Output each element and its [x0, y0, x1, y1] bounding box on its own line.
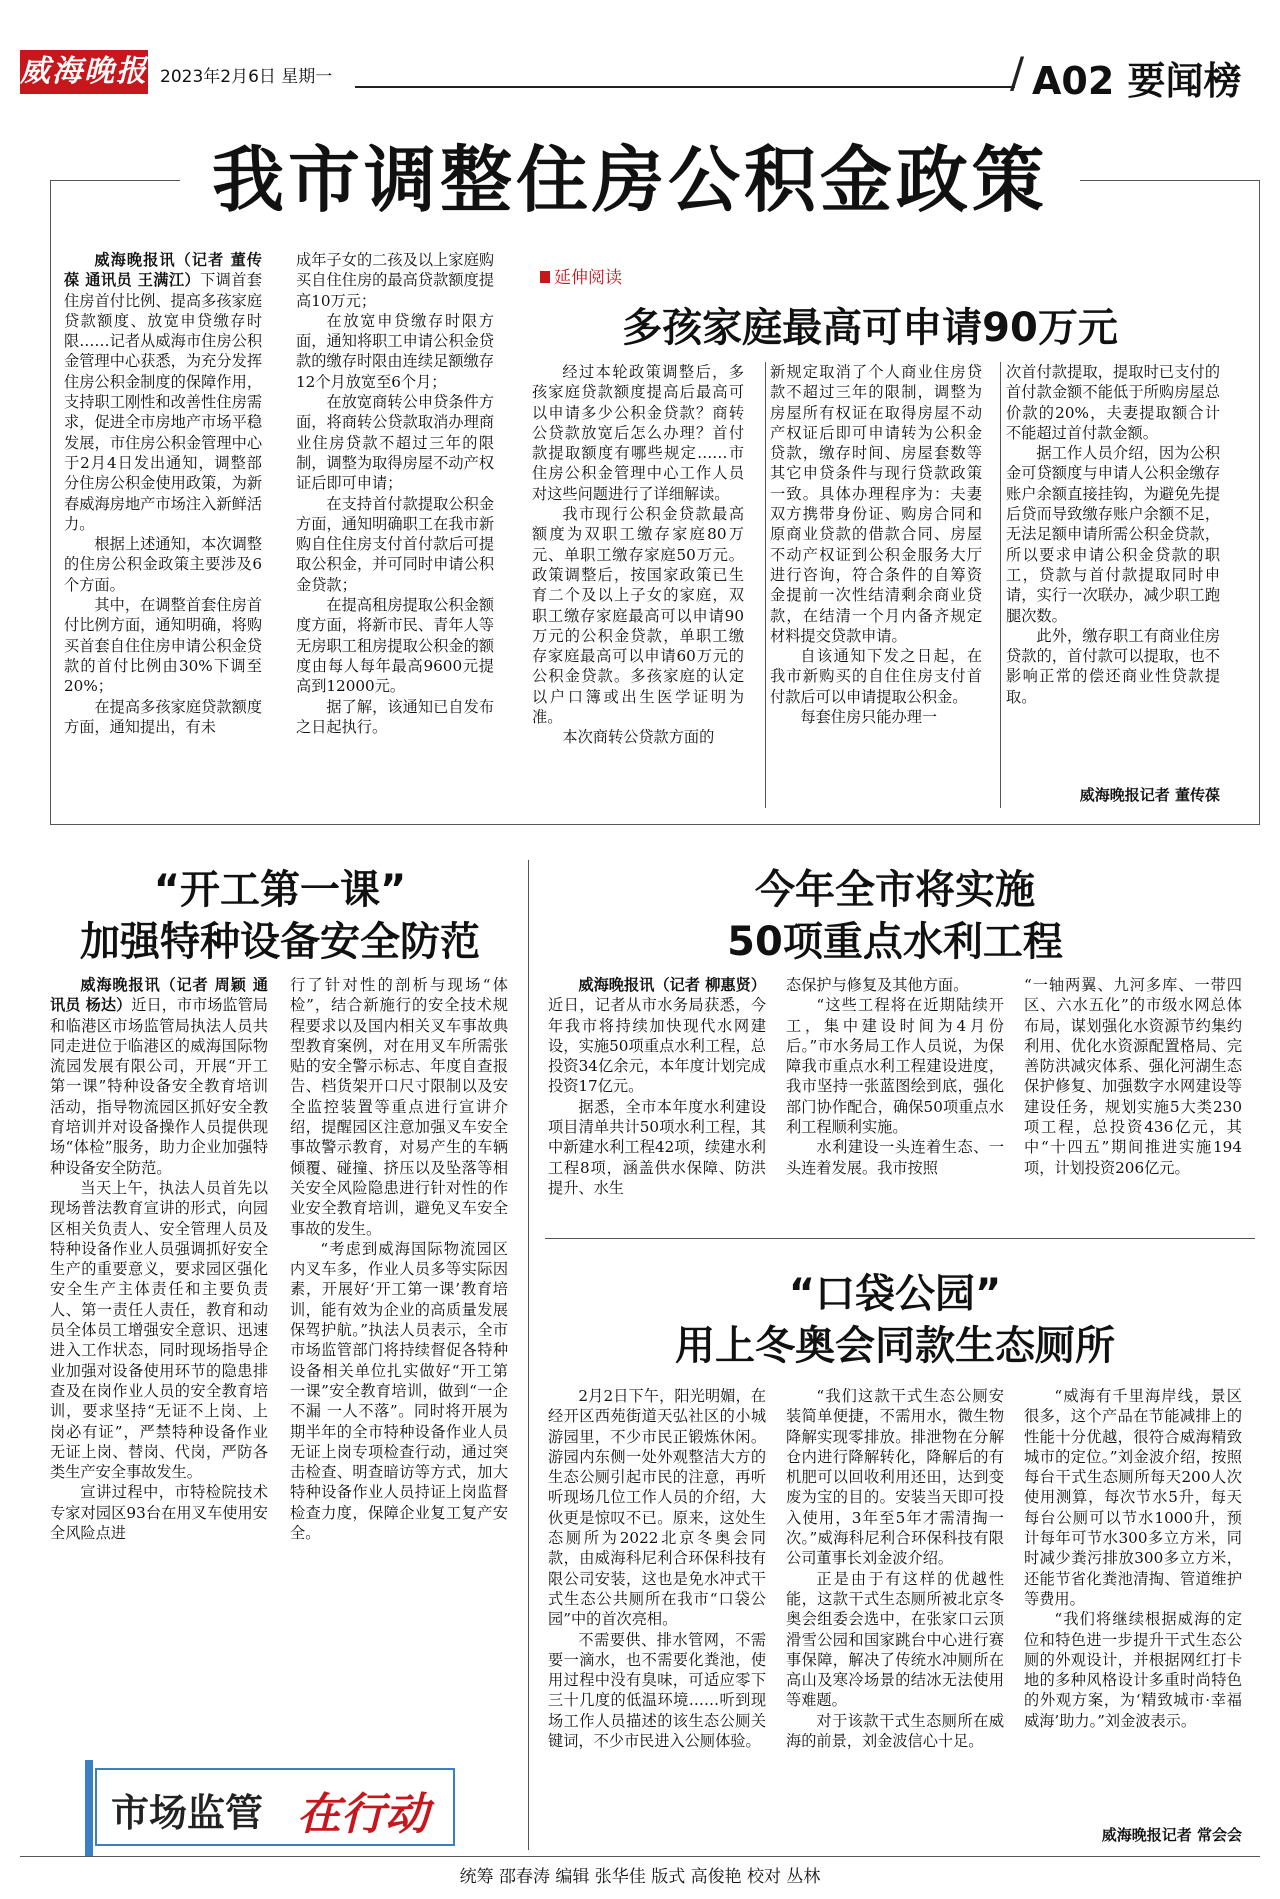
park-title-line2: 用上冬奥会同款生态厕所	[675, 1323, 1115, 1369]
park-column-3	[1024, 1386, 1242, 1822]
section-divider	[528, 860, 529, 1850]
paragraph-text: 根据上述通知，本次调整的住房公积金政策主要涉及6个方面。	[64, 535, 262, 594]
park-column-1	[548, 1386, 766, 1846]
issue-date: 2023年2月6日 星期一	[160, 67, 333, 87]
paragraph	[786, 975, 1004, 995]
dateline: 威海晚报讯（记者 董传葆 通讯员 王满江）	[64, 251, 262, 290]
paragraph	[296, 595, 494, 696]
main-headline: 我市调整住房公积金政策	[180, 135, 1080, 225]
park-title-line1: “口袋公园”	[788, 1271, 1002, 1317]
paragraph	[296, 311, 494, 392]
banner-text-main: 市场监管	[111, 1791, 264, 1835]
paragraph-text: 水利建设一头连着生态、一头连着发展。我市按照	[786, 1138, 1004, 1177]
paragraph	[290, 975, 508, 1239]
safety-title-line1: “开工第一课”	[153, 867, 407, 913]
section-rule	[545, 1238, 1255, 1239]
sub-column-2	[770, 362, 982, 810]
paragraph-text: 对于该款干式生态厕所在威海的前景，刘金波信心十足。	[786, 1711, 1004, 1751]
paragraph	[770, 707, 982, 727]
paragraph	[290, 1239, 508, 1543]
main-column-2	[296, 250, 494, 810]
safety-column-2	[290, 975, 508, 1727]
paragraph-text: 宣讲过程中，市特检院技术专家对园区93台在用叉车使用安全风险点进	[50, 1483, 268, 1543]
paragraph	[548, 975, 766, 1097]
page-label: A02 要闻榜	[1032, 59, 1242, 103]
paragraph-text: 每套住房只能办理一	[800, 708, 938, 727]
page-header	[0, 0, 1280, 110]
paragraph-text: 正是由于有这样的优越性能，这款干式生态厕所被北京冬奥会组委会选中，在张家口云顶滑雪公园和国家跳台中心进行赛事保障，解决了传统水冲厕所在高山及寒冷场景的结冰无法使用等难题。	[786, 1569, 1004, 1710]
paragraph	[532, 362, 744, 504]
water-title-line1: 今年全市将实施	[755, 867, 1035, 913]
paragraph	[1024, 1386, 1242, 1609]
park-column-2	[786, 1386, 1004, 1846]
water-column-1	[548, 975, 766, 1225]
paragraph-text: 在支持首付款提取公积金方面，通知明确职工在我市新购自住住房支付首付款后可提取公积金，并可同时申请公积金贷款；	[296, 494, 494, 594]
paragraph-text: 近日，记者从市水务局获悉，今年我市将持续加快现代水网建设，实施50项重点水利工程，总投资34亿余元，本年度计划完成投资17亿元。	[548, 996, 766, 1096]
paragraph-text: 当天上午，执法人员首先以现场普法教育宣讲的形式，向园区相关负责人、安全管理人员及特种设备作业人员强调抓好安全生产的重要意义，要求园区强化安全生产主体责任和主要负责人、第一责任人责任，教育和动员全体员工增强安全意识、迅速进入工作状态，同时现场指导企业加强对设备使用环节的隐患排查及在岗作业人员的安全教育培训，要求坚持“无证不上岗、上岗必有证”，严禁特种设备作业无证上岗、替岗、代岗，严防各类生产安全事故发生。	[50, 1178, 268, 1482]
paragraph	[1006, 626, 1220, 707]
water-title-line2: 50项重点水利工程	[727, 919, 1063, 965]
paragraph	[786, 1137, 1004, 1178]
paragraph	[296, 697, 494, 738]
paragraph	[770, 646, 982, 707]
paragraph-text: 我市现行公积金贷款最高额度为双职工缴存家庭80万元、单职工缴存家庭50万元。政策调整后，按国家政策已生育二个及以上子女的家庭，双职工缴存家庭最高可以申请90万元的公积金贷款，单职工缴存家庭最高可以申请60万元的公积金贷款。多孩家庭的认定以户口簿或出生医学证明为准。	[532, 505, 744, 727]
paragraph-text: 下调首套住房首付比例、提高多孩家庭贷款额度、放宽申贷缴存时限……记者从威海市住房公积金管理中心获悉，为充分发挥住房公积金制度的保障作用，支持职工刚性和改善性住房需求，促进全市房地产市场平稳发展，市住房公积金管理中心于2月4日发出通知，调整部分住房公积金使用政策，为新春威海房地产市场注入新鲜活力。	[64, 271, 262, 533]
paragraph-text: 此外，缴存职工有商业住房贷款的，首付款可以提取，也不影响正常的偿还商业性贷款提取。	[1006, 626, 1220, 706]
paragraph-text: “一轴两翼、九河多库、一带四区、六水五化”的市级水网总体布局，谋划强化水资源节约集约利用、优化水资源配置格局、完善防洪减灾体系、强化河湖生态保护修复、加强数字水网建设等建设任务，规划实施5大类230项工程，总投资436亿元，其中“十四五”期间推进实施194项，计划投资206亿元。	[1024, 976, 1242, 1177]
paragraph-text: 据了解，该通知已自发布之日起执行。	[296, 697, 494, 736]
paragraph	[64, 250, 262, 534]
dateline: 威海晚报讯（记者 柳惠贤）	[578, 976, 766, 994]
paragraph-text: 据悉，全市本年度水利建设项目清单共计50项水利工程，其中新建水利工程42项，续建水利工程8项，涵盖供水保障、防洪提升、水生	[548, 1097, 766, 1197]
paragraph-text: “这些工程将在近期陆续开工，集中建设时间为4月份后。”市水务局工作人员说，为保障我市重点水利工程建设进度，我市坚持一张蓝图绘到底，强化部门协作配合，确保50项重点水利工程顺利实施。	[786, 996, 1004, 1137]
paragraph	[532, 727, 744, 747]
paragraph-text: 在放宽商转公申贷条件方面，将商转公贷款取消办理商业住房贷款不超过三年的限制，调整为取得房屋不动产权证后即可申请；	[296, 393, 494, 493]
extended-reading-tag: 延伸阅读	[540, 263, 622, 288]
paragraph	[1006, 443, 1220, 626]
paragraph-text: 在放宽申贷缴存时限方面，通知将职工申请公积金贷款的缴存时限由连续足额缴存12个月放宽至6个月；	[296, 311, 494, 391]
sub-column-1	[532, 362, 744, 810]
column-divider	[765, 362, 766, 808]
park-byline: 威海晚报记者 常会会	[1101, 1826, 1242, 1844]
paragraph-text: 态保护与修复及其他方面。	[786, 976, 969, 994]
paragraph-text: 行了针对性的剖析与现场“体检”，结合新施行的安全技术规程要求以及国内相关叉车事故典型教育案例，对在用叉车所需张贴的安全警示标志、年度自查报告、档货架开口尺寸限制以及安全监控装置等重点进行宣讲介绍，提醒园区注意加强叉车安全事故警示教育，对易产生的车辆倾覆、碰撞、挤压以及坠落等相关安全风险隐患进行针对性的作业安全教育培训，避免叉车安全事故的发生。	[290, 976, 508, 1238]
editorial-credits: 统筹 邵春涛 编辑 张华佳 版式 高俊艳 校对 丛林	[459, 1867, 821, 1887]
paragraph-text: “我们将继续根据威海的定位和特色进一步提升干式生态公厕的外观设计，并根据网红打卡地的多种风格设计多重时尚特色的外观方案，为‘精致城市·幸福威海’助力。”刘金波表示。	[1024, 1610, 1242, 1730]
paragraph	[548, 1630, 766, 1752]
sub-column-3	[1006, 362, 1220, 782]
paragraph-text: 经过本轮政策调整后，多孩家庭贷款额度提高后最高可以申请多少公积金贷款？商转公贷款放宽后怎么办理？首付款提取额度有哪些规定……市住房公积金管理中心工作人员对这些问题进行了详细解读。	[532, 363, 744, 503]
paragraph	[64, 697, 262, 738]
paragraph	[296, 494, 494, 595]
paragraph-text: 次首付款提取，提取时已支付的首付款金额不能低于所购房屋总价款的20%，夫妻提取额合计不能超过首付款金额。	[1006, 363, 1220, 442]
paragraph-text: 据工作人员介绍，因为公积金可贷额度与申请人公积金缴存账户余额直接挂钩，为避免先提后贷而导致缴存账户余额不足，无法足额申请所需公积金贷款，所以要求申请公积金贷款的职工，贷款与首付款提取同时申请，实行一次联办，减少职工跑腿次数。	[1006, 444, 1220, 625]
main-column-1	[64, 250, 262, 810]
paragraph	[532, 504, 744, 727]
paragraph-text: 新规定取消了个人商业住房贷款不超过三年的限制，调整为房屋所有权证在取得房屋不动产权证后即可申请转为公积金贷款，缴存时间、房屋套数等其它申贷条件与现行贷款政策一致。具体办理程序为：夫妻双方携带身份证、购房合同和原商业贷款的借款合同、房屋不动产权证到公积金服务大厅进行咨询，符合条件的自筹资金提前一次性结清剩余商业贷款，在结清一个月内备齐规定材料提交贷款申请。	[770, 363, 982, 645]
paragraph	[296, 392, 494, 493]
paragraph	[786, 1711, 1004, 1752]
banner-accent	[85, 1760, 93, 1856]
paragraph	[50, 1482, 268, 1543]
paragraph	[64, 595, 262, 696]
header-rule	[355, 86, 1015, 88]
newspaper-logo: 威海晚报	[20, 50, 148, 94]
paragraph	[786, 995, 1004, 1137]
paragraph-text: 近日，市市场监管局和临港区市场监管局执法人员共同走进位于临港区的威海国际物流园发展有限公司，开展“开工第一课”特种设备安全教育培训活动，指导物流园区抓好安全教育培训并对设备操作人员提供现场“体检”服务，助力企业加强特种设备安全防范。	[50, 996, 268, 1177]
paragraph-text: 成年子女的二孩及以上家庭购买自住住房的最高贷款额度提高10万元；	[296, 251, 494, 310]
paragraph	[1006, 362, 1220, 443]
safety-column-1	[50, 975, 268, 1727]
safety-title-line2: 加强特种设备安全防范	[80, 919, 480, 965]
footer-rule	[20, 1856, 1260, 1857]
header-slash: /	[1010, 48, 1025, 97]
column-divider	[1000, 362, 1001, 808]
paragraph	[548, 1386, 766, 1630]
paragraph-text: 其中，在调整首套住房首付比例方面，通知明确，将购买首套自住住房申请公积金贷款的首付比例由30%下调至20%；	[64, 596, 262, 696]
paragraph	[296, 250, 494, 311]
paragraph	[548, 1097, 766, 1198]
paragraph-text: “威海有千里海岸线，景区很多，这个产品在节能减排上的性能十分优越，很符合威海精致城市的定位。”刘金波介绍，按照每台干式生态厕所每天200人次使用测算，每次节水5升，每天每台公厕可以节水1000升，预计每年可节水300多立方米，同时减少粪污排放300多立方米，还能节省化粪池清掏、管道维护等费用。	[1024, 1387, 1242, 1608]
paragraph	[770, 362, 982, 646]
paragraph-text: “考虑到威海国际物流园区内叉车多，作业人员多等实际因素，开展好‘开工第一课’教育培训，能有效为企业的高质量发展保驾护航。”执法人员表示，全市市场监管部门将持续督促各特种设备相关单位扎实做好“开工第一课”安全教育培训，做到“一企不漏 一人不落”。同时将开展为期半年的全市特种设备作业人员无证上岗专项检查行动，通过突击检查、明查暗访等方式，加大特种设备作业人员持证上岗监督检查力度，保障企业复工复产安全。	[290, 1239, 508, 1543]
paragraph-text: 在提高多孩家庭贷款额度方面，通知提出，有未	[64, 697, 262, 736]
paragraph	[1024, 1609, 1242, 1731]
water-column-2	[786, 975, 1004, 1225]
sub-headline: 多孩家庭最高可申请90万元	[622, 305, 1118, 351]
banner-text-italic: 在行动	[297, 1789, 429, 1840]
paragraph-text: 在提高租房提取公积金额度方面，将新市民、青年人等无房职工租房提取公积金的额度由每人每年最高9600元提高到12000元。	[296, 596, 494, 696]
paragraph-text: “我们这款干式生态公厕安装简单便捷，不需用水，微生物降解实现零排放。排泄物在分解仓内进行降解转化，降解后的有机肥可以回收利用还田，达到变废为宝的目的。安装当天即可投入使用，3年至5年才需清掏一次。”威海科尼利合环保科技有限公司董事长刘金波介绍。	[786, 1387, 1004, 1568]
paragraph	[64, 534, 262, 595]
market-banner	[95, 1768, 455, 1846]
paragraph-text: 不需要供、排水管网，不需要一滴水，也不需要化粪池，使用过程中没有臭味，可适应零下三十几度的低温环境……听到现场工作人员描述的该生态公厕关键词，不少市民进入公厕体验。	[548, 1630, 766, 1751]
paragraph	[786, 1569, 1004, 1711]
paragraph	[786, 1386, 1004, 1569]
dateline: 威海晚报讯（记者 周颖 通讯员 杨达）	[50, 976, 268, 1015]
paragraph	[50, 975, 268, 1178]
paragraph-text: 本次商转公贷款方面的	[562, 728, 715, 747]
paragraph	[1024, 975, 1242, 1178]
water-column-3	[1024, 975, 1242, 1225]
paragraph-text: 2月2日下午，阳光明媚，在经开区西苑街道天弘社区的小城游园里，不少市民正锻炼休闲。游园内东侧一处外观整洁大方的生态公厕引起市民的注意，再听听现场几位工作人员的介绍，大伙更是惊叹不已。原来，这处生态厕所为2022北京冬奥会同款，由威海科尼利合环保科技有限公司安装，这也是免水冲式干式生态公共厕所在我市“口袋公园”中的首次亮相。	[548, 1387, 766, 1629]
paragraph	[50, 1178, 268, 1482]
sub-byline: 威海晚报记者 董传葆	[1079, 786, 1220, 804]
paragraph-text: 自该通知下发之日起，在我市新购买的自住住房支付首付款后可以申请提取公积金。	[770, 647, 982, 706]
